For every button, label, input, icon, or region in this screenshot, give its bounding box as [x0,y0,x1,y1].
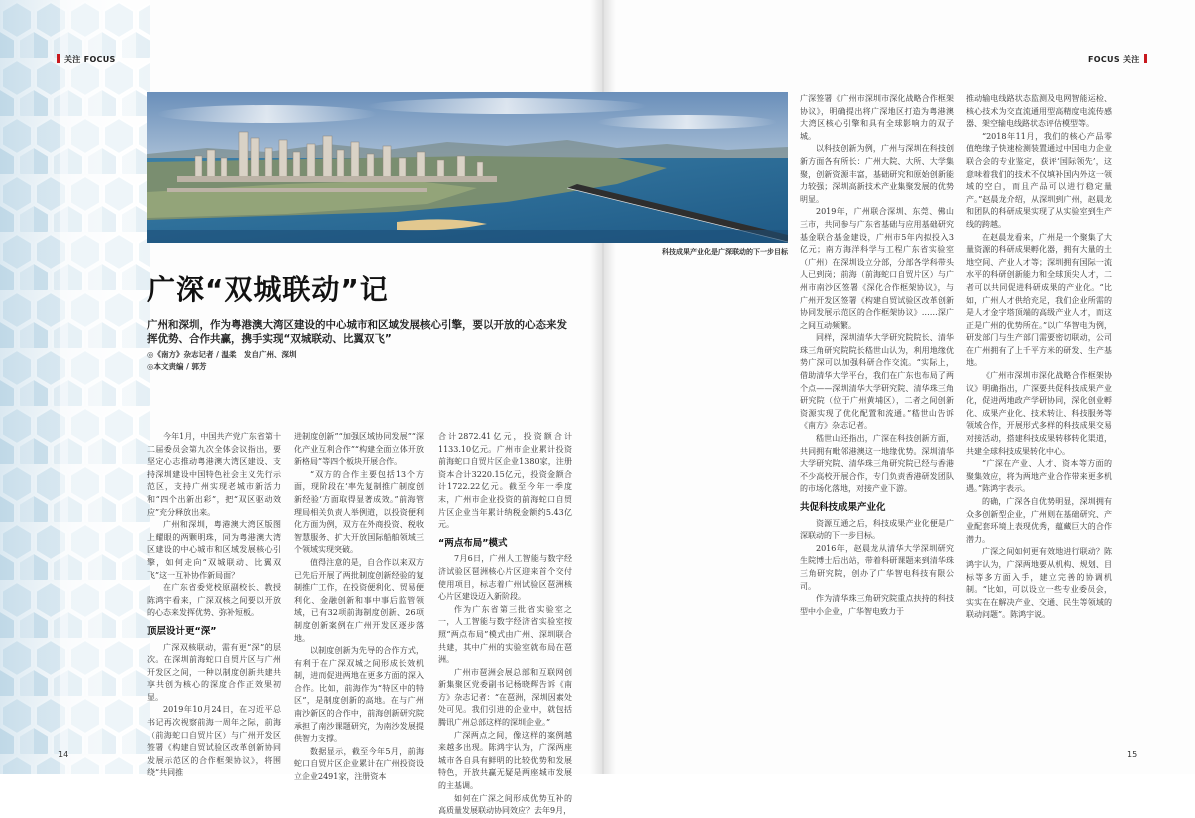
section-tag-right [1088,54,1147,65]
text-column-3 [438,431,572,816]
paragraph: 进制度创新”“加强区域协同发展”“深化产业互利合作”“构建全面立体开放新格局”等四个板块开展合作。 [294,432,424,467]
paragraph: 7月6日，广州人工智能与数字经济试验区琶洲核心片区迎来首个交付使用项目，标志着广州试验区琶洲核心片区建设迈入新阶段。 [438,554,572,602]
text-column-1 [147,431,281,778]
photo-caption: 科技成果产业化是广深联动的下一步目标 [662,248,788,256]
paragraph: “2018年11月，我们的核心产品零值绝缘子快速检测装置通过中国电力企业联合会的专业鉴定，获评‘国际领先’，这意味着我们的技术不仅填补国内外这一领域的空白，而且产品可以进行稳定量产。”赵晨龙介绍，从深圳到广州，赵晨龙和团队的科研成果实现了从实验室到生产线的跨越。 [966,131,1112,229]
paragraph: 2019年10月24日，在习近平总书记再次视察前海一周年之际，前海（前海蛇口自贸片区）与广州开发区签署《构建自贸试验区改革创新协同发展示范区的合作框架协议》，将围绕“共同推 [147,705,281,778]
paragraph: 数据显示，截至今年5月，前海蛇口自贸片区企业累计在广州投资设立企业2491家，注册资本 [294,746,424,782]
paragraph: 合计2872.41亿元，投资额合计1133.10亿元。广州市企业累计投资前海蛇口自贸片区企业1380家，注册资本合计3220.15亿元，投资金额合计1722.22亿元。截至今年一季度末，广州市企业投资的前海蛇口自贸片区企业当年累计纳税金额约5.43亿元。 [438,432,572,530]
section-heading: 顶层设计更“深” [147,625,217,637]
section-heading: “两点布局”模式 [438,537,508,549]
text-column-7 [966,93,1112,765]
paragraph: 推动输电线路状态监测及电网智能运检、核心技术为交直流通用型高精度电流传感器、架空输电线路状态评估模型等。 [966,94,1112,129]
page-number-right: 15 [1127,750,1138,759]
paragraph: 广深签署《广州市深圳市深化战略合作框架协议》，明确提出将广深地区打造为粤港澳大湾区核心引擎和具有全球影响力的双子城。 [800,94,954,141]
red-bar-icon [1144,54,1147,63]
paragraph: 2019年，广州联合深圳、东莞、佛山三市，共同参与广东省基础与应用基础研究基金联合基金建设，广州市5年内拟投入3亿元；南方海洋科学与工程广东省实验室（广州）在深圳设立分部，分部各学科带头人已到岗；前海（前海蛇口自贸片区）与广州市南沙区签署《深化合作框架协议》，与广州开发区签署《构建自贸试验区改革创新协同发展示范区的合作框架协议》……深广之间互动频繁。 [800,207,954,330]
city-aerial-photo [147,92,788,243]
article-title: 广深“双城联动”记 [147,273,389,306]
red-bar-icon [57,54,60,63]
paragraph: 作为清华珠三角研究院重点扶持的科技型中小企业，广华智电致力于 [800,594,954,616]
paragraph: 在赵晨龙看来，广州是一个聚集了大量资源的科研成果孵化器，拥有大量的土地空间、产业人才等；深圳拥有国际一流水平的科研创新能力和全球顶尖人才，二者可以共同促进科研成果的产业化。“比如，广州人才供给充足，我们企业所需的是人才金字塔顶端的高级产业人才，而这正是广州的优势所在。”以广华智电为例，研发部门与生产部门需要密切联动，公司在广州拥有了上千平方米的研发、生产基地。 [966,232,1112,368]
paragraph: 作为广东省第三批省实验室之一，人工智能与数字经济省实验室按照“两点布局”模式由广州、深圳联合共建，其中广州的实验室就布局在琶洲。 [438,604,572,665]
paragraph: 广深双核联动，需有更“深”的层次。在深圳前海蛇口自贸片区与广州开发区之间，一种以制度创新共建共享共创为核心的深度合作正效果初显。 [147,642,281,702]
paragraph: 如何在广深之间形成优势互补的高质量发展联动协同效应？去年9月， [438,793,572,816]
article-byline: ◎《南方》杂志记者 / 温柔 发自广州、深圳 [147,350,297,359]
article-editor: ◎本文责编 / 郭芳 [147,362,207,371]
paragraph: 今年1月，中国共产党广东省第十二届委员会第九次全体会议指出，要坚定心志推动粤港澳大湾区建设、支持深圳建设中国特色社会主义先行示范区，支持广州实现老城市新活力和“四个出新出彩”，把“双区驱动效应”充分释放出来。 [147,432,281,517]
paragraph: “双方的合作主要包括13个方面，现阶段在‘率先复制推广制度创新经验’方面取得显著成效。”前海管理局相关负责人举例道，以投资便利化方面为例，双方在外商投资、税收智慧服务、扩大开放国际船舶领域三个领域实现突破。 [294,469,424,555]
paragraph: 以科技创新为例，广州与深圳在科技创新方面各有所长：广州大院、大所、大学集聚，创新资源丰富，基础研究和原始创新能力较强；深圳高新技术产业集聚发展的优势明显。 [800,144,954,204]
paragraph: 的确，广深各自优势明显，深圳拥有众多创新型企业，广州则在基础研究、产业配套环境上表现优秀，蕴藏巨大的合作潜力。 [966,497,1112,544]
paragraph: 值得注意的是，自合作以来双方已先后开展了两批制度创新经验的复制推广工作，在投资便利化、贸易便利化、金融创新和事中事后监管领域，已有32项前海制度创新、26项制度创新案例在广州开发区逐步落地。 [294,557,424,643]
text-column-2 [294,431,424,782]
text-column-6 [800,93,954,765]
paragraph: 2016年，赵晨龙从清华大学深圳研究生院博士后出站，带着科研课题来到清华珠三角研究院，创办了广华智电科技有限公司。 [800,543,954,591]
page-number-left: 14 [58,750,69,759]
article-lede: 广州和深圳，作为粤港澳大湾区建设的中心城市和区域发展核心引擎，要以开放的心态来发挥优势、合作共赢，携手实现“双城联动、比翼双飞” [147,319,567,345]
paragraph: 广深之间如何更有效地进行联动？陈鸿宇认为，广深两地要从机构、规划、目标等多方面入手，建立完善的协调机制。“比如，可以设立一些专业委员会，实实在在解决产业、交通、民生等领域的联动问题”。陈鸿宇说。 [966,547,1112,620]
paragraph: 广深两点之间，像这样的案例越来越多出现。陈鸿宇认为，广深两座城市各自具有鲜明的比较优势和发展特色，开放共赢无疑是两座城市发展的主基调。 [438,730,572,791]
paragraph: “广深在产业、人才、资本等方面的聚集效应，将为两地产业合作带来更多机遇。”陈鸿宇表示。 [966,459,1112,494]
section-heading: 共促科技成果产业化 [800,502,886,513]
section-tag-right-text: FOCUS 关注 [1088,55,1140,64]
paragraph: 嵇世山还指出，广深在科技创新方面，共同拥有毗邻港澳这一地缘优势。深圳清华大学研究院、清华珠三角研究院已经与香港不少高校开展合作，专门负责香港研发团队的市场化落地，对接产业下游。 [800,434,954,494]
paragraph: 广州市琶洲会展总部和互联网创新集聚区党委副书记杨晓辉告诉《南方》杂志记者：“在琶洲，深圳因素处处可见。我们引进的企业中，就包括腾讯广州总部这样的深圳企业。” [438,667,572,728]
paragraph: 以制度创新为先导的合作方式，有利于在广深双城之间形成长效机制，进而促进两地在更多方面的深入合作。比如，前海作为“特区中的特区”，是制度创新的高地。在与广州南沙新区的合作中，前海创新研究院承担了南沙课题研究，为南沙发展提供智力支撑。 [294,646,424,744]
paragraph: 同样，深圳清华大学研究院院长、清华珠三角研究院院长嵇世山认为，利用地缘优势广深可以加强科研合作交流。“实际上，借助清华大学平台，我们在广东也布局了两个点——深圳清华大学研究院、清华珠三角研究院（位于广州黄埔区），二者之间创新资源实现了优化配置和流通。”嵇世山告诉《南方》杂志记者。 [800,333,954,431]
paragraph: 广州和深圳，粤港澳大湾区版图上耀眼的两颗明珠，同为粤港澳大湾区建设的中心城市和区域发展核心引擎，如何走向“双城联动、比翼双飞”这一互补协作新局面？ [147,520,281,580]
section-tag-left-text: 关注 FOCUS [64,55,116,64]
section-tag-left [57,54,116,65]
paragraph: 资源互通之后，科技成果产业化便是广深联动的下一步目标。 [800,518,954,541]
paragraph: 在广东省委党校原副校长、教授陈鸿宇看来，广深双核之间要以开放的心态来发挥优势、弥补短板。 [147,583,281,618]
hexagon-pattern-decoration [0,0,150,774]
paragraph: 《广州市深圳市深化战略合作框架协议》明确指出，广深要共促科技成果产业化，促进两地政产学研协同，深化创业孵化、成果产业化、技术转让、科技服务等领域合作，开展形式多样的科技成果交易对接活动，搭建科技成果转移转化渠道，共建全球科技成果转化中心。 [966,371,1112,456]
